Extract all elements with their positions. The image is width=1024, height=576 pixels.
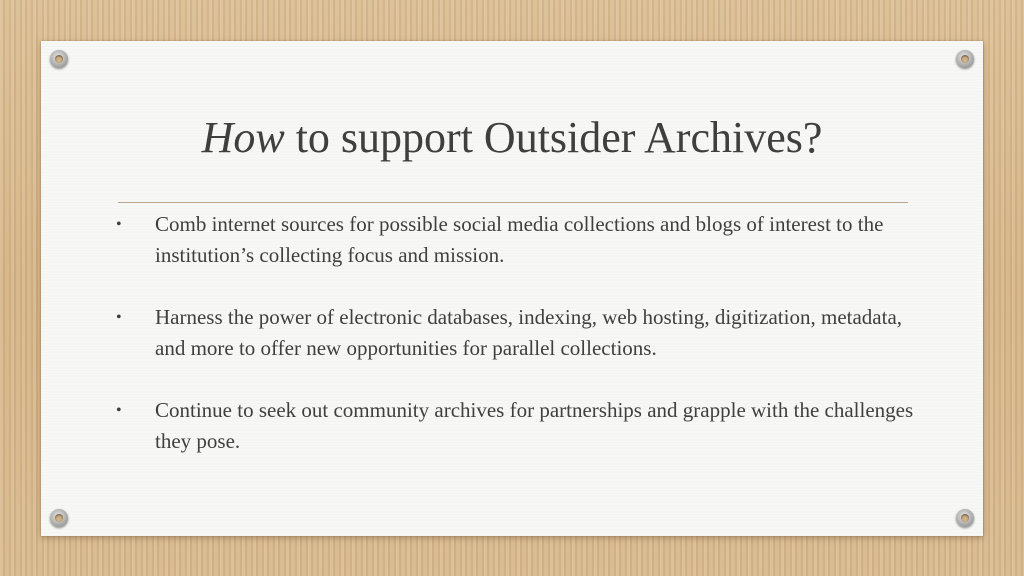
bullet-dot-icon: • [116,309,122,326]
slide-card [41,41,983,536]
bullet-list [116,209,916,488]
bullet-text: Harness the power of electronic databases, indexing, web hosting, digitization, metadata, and more to offer new opportunities for parallel collections. [155,305,903,360]
grommet-icon [956,509,974,527]
bullet-text: Comb internet sources for possible social media collections and blogs of interest to the institution’s collecting focus and mission. [155,212,884,267]
bullet-dot-icon: • [116,402,122,419]
grommet-icon [50,509,68,527]
bullet-item [116,209,916,271]
slide-title-rest: to support Outsider Archives? [284,113,823,162]
bullet-text: Continue to seek out community archives for partnerships and grapple with the challenges they pose. [155,398,914,453]
bullet-item [116,302,916,364]
slide-title-emphasis: How [201,113,285,162]
grommet-icon [956,50,974,68]
bullet-dot-icon: • [116,216,122,233]
grommet-icon [50,50,68,68]
title-divider [118,202,908,203]
bullet-item [116,395,916,457]
slide-title [41,110,983,166]
